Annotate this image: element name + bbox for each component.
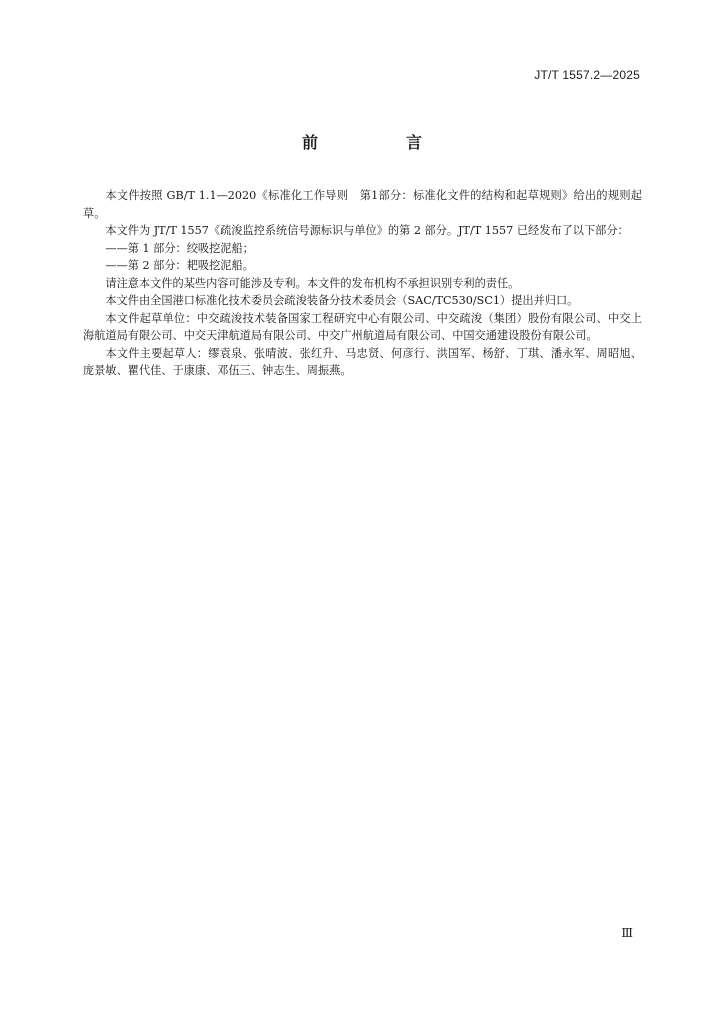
standard-code: JT/T 1557.2—2025 [534,68,640,82]
paragraph-part-info: 本文件为 JT/T 1557《疏浚监控系统信号源标识与单位》的第 2 部分。JT/T 1557 已经发布了以下部分： [105,224,629,237]
list-item-part-1: ——第 1 部分：绞吸挖泥船； [105,241,254,255]
paragraph-drafting-rules: 本文件按照 GB/T 1.1—2020《标准化工作导则 第1部分：标准化文件的结构和起草规则》给出的规则起草。 [83,189,642,220]
page-number: Ⅲ [621,926,633,940]
paragraph-drafters: 本文件主要起草人：缪袁泉、张晴波、张红升、马忠贤、何彦行、洪国军、杨舒、丁琪、潘永军、周昭旭、庞景敏、瞿代佳、于康康、邓伍三、钟志生、周振燕。 [83,346,642,377]
list-item-part-2: ——第 2 部分：耙吸挖泥船。 [105,259,254,272]
paragraph-drafting-units: 本文件起草单位：中交疏浚技术装备国家工程研究中心有限公司、中交疏浚（集团）股份有限公司、中交上海航道局有限公司、中交天津航道局有限公司、中交广州航道局有限公司、中国交通建设股份有限公司。 [83,311,642,342]
page-title: 前 言 [301,133,458,152]
foreword-body [83,187,642,380]
paragraph-patent-notice: 请注意本文件的某些内容可能涉及专利。本文件的发布机构不承担识别专利的责任。 [105,276,520,290]
paragraph-proposer: 本文件由全国港口标准化技术委员会疏浚装备分技术委员会（SAC/TC530/SC1）提出并归口。 [105,294,579,307]
